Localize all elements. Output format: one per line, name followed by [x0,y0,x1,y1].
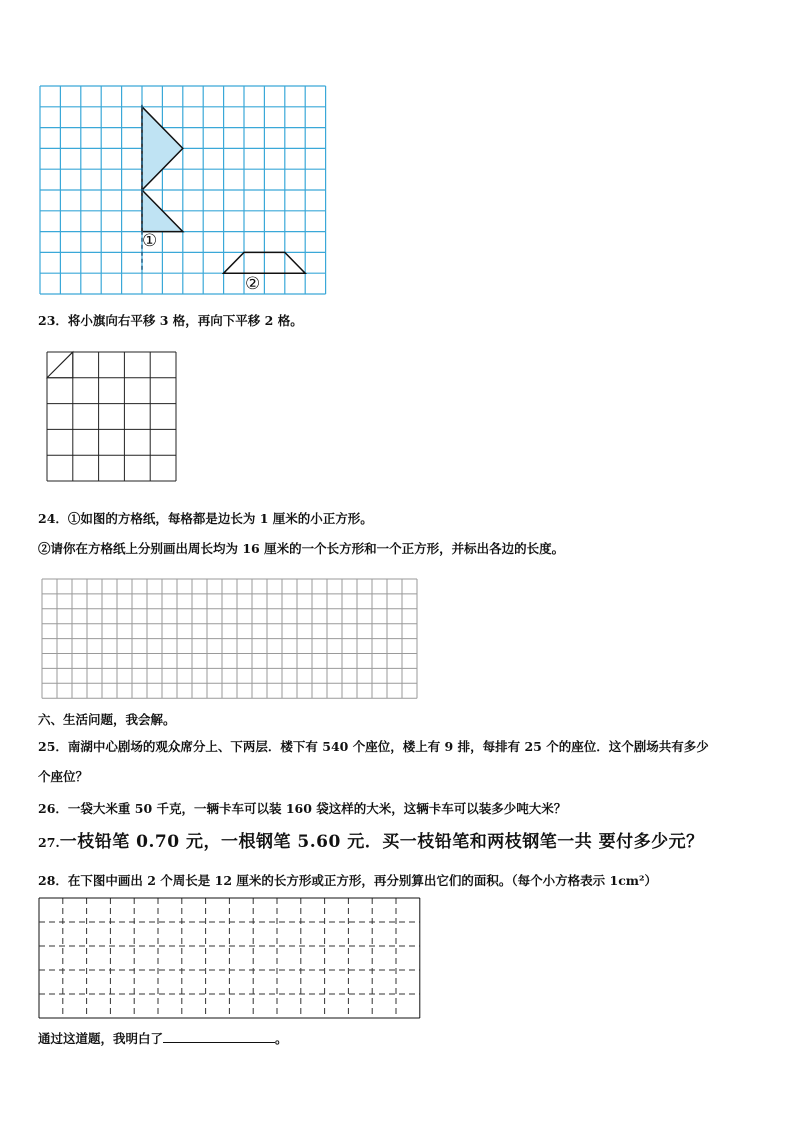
section-6-title: 六、生活问题，我会解。 [38,712,176,727]
conclusion-prefix: 通过这道题，我明白了 [38,1031,164,1046]
answer-blank[interactable] [163,1030,275,1043]
question-24-line1: 24．①如图的方格纸，每格都是边长为 1 厘米的小正方形。 [38,511,373,526]
small-triangle [47,352,73,378]
question-24-line2: ②请你在方格纸上分别画出周长均为 16 厘米的一个长方形和一个正方形，并标出各边的长度。 [38,541,565,556]
question-25-line1: 25．南湖中心剧场的观众席分上、下两层．楼下有 540 个座位，楼上有 9 排，每排有 25 个的座位．这个剧场共有多少 [38,739,709,754]
grid-figure-small-flag [46,350,186,490]
question-26: 26．一袋大米重 50 千克，一辆卡车可以装 160 袋这样的大米，这辆卡车可以装多少吨大米？ [38,801,567,816]
question-23: 23．将小旗向右平移 3 格，再向下平移 2 格。 [38,313,303,328]
square-grid-paper [41,578,431,703]
question-28: 28．在下图中画出 2 个周长是 12 厘米的长方形或正方形，再分别算出它们的面积。（每个小方格表示 1cm²） [38,873,658,888]
question-25-line2: 个座位？ [38,769,89,784]
conclusion-line [38,1030,288,1047]
question-27-text: 一枝铅笔 0.70 元，一根钢笔 5.60 元．买一枝铅笔和两枝钢笔一共 要付多少元？ [59,832,704,852]
question-27-number: 27. [38,835,60,850]
marker-1: ① [142,231,158,251]
dashed-grid-paper [38,897,428,1027]
grid-figure-flag [38,84,338,304]
marker-2: ② [245,274,261,294]
question-27 [38,831,704,853]
conclusion-end: 。 [275,1031,288,1046]
